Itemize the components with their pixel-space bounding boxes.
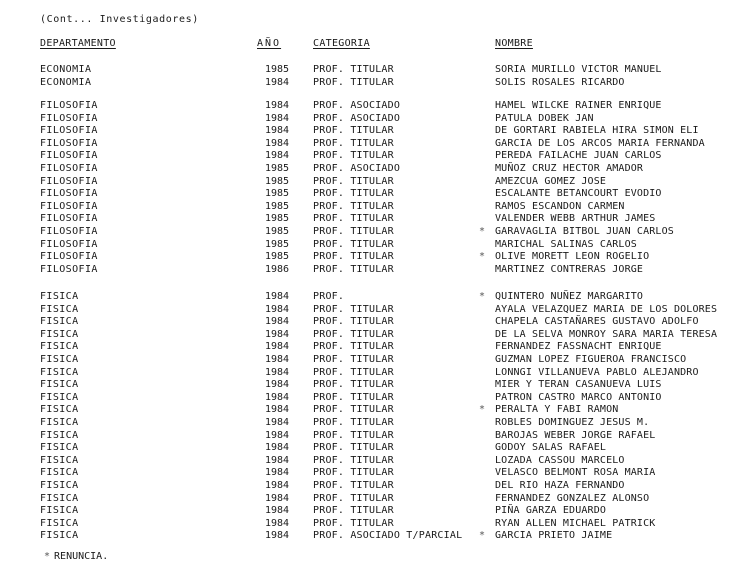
cell-anio: 1984	[265, 517, 290, 529]
footnote-text: RENUNCIA.	[54, 551, 109, 562]
table-row	[0, 201, 748, 213]
table-row	[0, 64, 748, 76]
cell-anio: 1984	[265, 125, 290, 137]
cell-departamento: FISICA	[40, 316, 79, 328]
cell-categoria: PROF. ASOCIADO	[313, 100, 401, 111]
cell-anio: 1984	[265, 303, 290, 315]
cell-nombre: DE LA SELVA MONROY SARA MARIA TERESA	[495, 328, 718, 340]
table-row	[0, 251, 748, 263]
cell-anio: 1984	[265, 112, 290, 124]
cell-anio: 1984	[265, 379, 290, 391]
cell-departamento: FISICA	[40, 341, 79, 353]
table-row	[0, 354, 748, 366]
cell-departamento: FISICA	[40, 379, 79, 391]
cell-departamento: FISICA	[40, 391, 79, 403]
cell-anio: 1984	[265, 505, 290, 517]
table-row	[0, 404, 748, 416]
table-row	[0, 77, 748, 89]
table-row	[0, 316, 748, 328]
cell-departamento: FILOSOFIA	[40, 263, 98, 275]
cell-nombre: BAROJAS WEBER JORGE RAFAEL	[495, 429, 656, 441]
cell-departamento: FISICA	[40, 366, 79, 378]
cell-categoria: PROF. TITULAR	[313, 263, 394, 275]
table-row	[0, 291, 748, 303]
table-row	[0, 176, 748, 188]
cell-categoria: PROF. TITULAR	[313, 517, 394, 529]
cell-anio: 1984	[265, 291, 290, 302]
table-row	[0, 163, 748, 175]
cell-nombre: MARTINEZ CONTRERAS JORGE	[495, 263, 644, 275]
cell-departamento: FISICA	[40, 492, 79, 504]
cell-nombre: GARCIA PRIETO JAIME	[495, 530, 613, 542]
table-row	[0, 467, 748, 479]
table-row	[0, 367, 748, 379]
cell-categoria: PROF. ASOCIADO	[313, 163, 401, 174]
cell-categoria: PROF. TITULAR	[313, 200, 394, 212]
cell-nombre: OLIVE MORETT LEON ROGELIO	[495, 251, 650, 263]
page-heading: (Cont... Investigadores)	[40, 14, 199, 25]
cell-departamento: FISICA	[40, 404, 79, 416]
footnote-mark: *	[44, 551, 51, 562]
table-row	[0, 505, 748, 517]
table-row	[0, 213, 748, 225]
table-row	[0, 329, 748, 341]
cell-renuncia-mark: *	[479, 404, 486, 416]
cell-departamento: FISICA	[40, 454, 79, 466]
cell-departamento: FISICA	[40, 429, 79, 441]
table-row	[0, 379, 748, 391]
cell-categoria: PROF. TITULAR	[313, 213, 394, 225]
cell-anio: 1986	[265, 263, 290, 275]
cell-anio: 1984	[265, 137, 290, 149]
cell-departamento: FISICA	[40, 467, 79, 479]
cell-departamento: FISICA	[40, 417, 79, 428]
cell-categoria: PROF. TITULAR	[313, 150, 394, 162]
cell-nombre: ESCALANTE BETANCOURT EVODIO	[495, 188, 662, 200]
cell-anio: 1985	[265, 64, 290, 75]
cell-categoria: PROF. TITULAR	[313, 454, 394, 466]
cell-categoria: PROF. TITULAR	[313, 251, 394, 263]
cell-anio: 1984	[265, 150, 290, 162]
cell-nombre: PATRON CASTRO MARCO ANTONIO	[495, 391, 662, 403]
cell-categoria: PROF. TITULAR	[313, 64, 394, 75]
table-row	[0, 226, 748, 238]
cell-categoria: PROF. TITULAR	[313, 76, 394, 88]
cell-anio: 1984	[265, 391, 290, 403]
cell-anio: 1984	[265, 316, 290, 328]
cell-nombre: VALENDER WEBB ARTHUR JAMES	[495, 213, 656, 225]
table-row	[0, 239, 748, 251]
cell-anio: 1984	[265, 404, 290, 416]
cell-nombre: PIÑA GARZA EDUARDO	[495, 505, 607, 517]
table-row	[0, 530, 748, 542]
cell-anio: 1984	[265, 100, 290, 111]
cell-nombre: MIER Y TERAN CASANUEVA LUIS	[495, 379, 662, 391]
column-header-departamento: DEPARTAMENTO	[40, 38, 116, 49]
cell-anio: 1984	[265, 366, 290, 378]
cell-categoria: PROF. TITULAR	[313, 391, 394, 403]
cell-renuncia-mark: *	[479, 291, 486, 302]
cell-departamento: FILOSOFIA	[40, 175, 98, 187]
cell-nombre: VELASCO BELMONT ROSA MARIA	[495, 467, 656, 479]
cell-nombre: PATULA DOBEK JAN	[495, 112, 594, 124]
cell-categoria: PROF. TITULAR	[313, 341, 394, 353]
cell-departamento: FISICA	[40, 328, 79, 340]
cell-nombre: LONNGI VILLANUEVA PABLO ALEJANDRO	[495, 366, 699, 378]
cell-departamento: FILOSOFIA	[40, 150, 98, 162]
cell-departamento: ECONOMIA	[40, 76, 92, 88]
cell-categoria: PROF. TITULAR	[313, 417, 394, 428]
cell-departamento: FISICA	[40, 303, 79, 315]
cell-categoria: PROF. TITULAR	[313, 366, 394, 378]
cell-categoria: PROF. TITULAR	[313, 379, 394, 391]
cell-categoria: PROF. TITULAR	[313, 316, 394, 328]
cell-anio: 1984	[265, 354, 290, 365]
cell-nombre: ROBLES DOMINGUEZ JESUS M.	[495, 417, 650, 428]
cell-departamento: FISICA	[40, 354, 79, 365]
cell-nombre: RYAN ALLEN MICHAEL PATRICK	[495, 517, 656, 529]
cell-categoria: PROF.	[313, 291, 345, 302]
cell-nombre: PEREDA FAILACHE JUAN CARLOS	[495, 150, 662, 162]
cell-nombre: HAMEL WILCKE RAINER ENRIQUE	[495, 100, 662, 111]
cell-departamento: FILOSOFIA	[40, 226, 98, 237]
cell-anio: 1984	[265, 530, 290, 542]
cell-renuncia-mark: *	[479, 251, 486, 263]
cell-departamento: FISICA	[40, 480, 79, 491]
cell-categoria: PROF. TITULAR	[313, 442, 394, 454]
cell-nombre: QUINTERO NUÑEZ MARGARITO	[495, 291, 644, 302]
cell-categoria: PROF. TITULAR	[313, 492, 394, 504]
cell-renuncia-mark: *	[479, 530, 486, 542]
cell-anio: 1985	[265, 251, 290, 263]
cell-departamento: ECONOMIA	[40, 64, 92, 75]
cell-departamento: FILOSOFIA	[40, 238, 98, 250]
cell-nombre: GARCIA DE LOS ARCOS MARIA FERNANDA	[495, 137, 705, 149]
cell-anio: 1985	[265, 238, 290, 250]
table-row	[0, 430, 748, 442]
table-row	[0, 442, 748, 454]
cell-departamento: FISICA	[40, 291, 79, 302]
cell-departamento: FILOSOFIA	[40, 163, 98, 174]
cell-anio: 1984	[265, 480, 290, 491]
cell-anio: 1984	[265, 467, 290, 479]
cell-categoria: PROF. TITULAR	[313, 480, 394, 491]
cell-nombre: AYALA VELAZQUEZ MARIA DE LOS DOLORES	[495, 303, 718, 315]
table-row	[0, 100, 748, 112]
cell-departamento: FISICA	[40, 442, 79, 454]
cell-categoria: PROF. ASOCIADO T/PARCIAL	[313, 530, 463, 542]
cell-anio: 1985	[265, 188, 290, 200]
cell-nombre: PERALTA Y FABI RAMON	[495, 404, 619, 416]
cell-nombre: SOLIS ROSALES RICARDO	[495, 76, 625, 88]
cell-nombre: SORIA MURILLO VICTOR MANUEL	[495, 64, 662, 75]
cell-departamento: FILOSOFIA	[40, 251, 98, 263]
cell-anio: 1984	[265, 76, 290, 88]
cell-departamento: FILOSOFIA	[40, 112, 98, 124]
cell-departamento: FILOSOFIA	[40, 188, 98, 200]
cell-anio: 1985	[265, 213, 290, 225]
table-row	[0, 392, 748, 404]
cell-nombre: GUZMAN LOPEZ FIGUEROA FRANCISCO	[495, 354, 687, 365]
cell-nombre: DEL RIO HAZA FERNANDO	[495, 480, 625, 491]
cell-anio: 1985	[265, 200, 290, 212]
cell-categoria: PROF. TITULAR	[313, 125, 394, 137]
cell-categoria: PROF. TITULAR	[313, 303, 394, 315]
cell-departamento: FILOSOFIA	[40, 200, 98, 212]
cell-anio: 1984	[265, 442, 290, 454]
cell-categoria: PROF. TITULAR	[313, 188, 394, 200]
cell-categoria: PROF. TITULAR	[313, 238, 394, 250]
cell-nombre: GARAVAGLIA BITBOL JUAN CARLOS	[495, 226, 674, 237]
cell-nombre: FERNANDEZ FASSNACHT ENRIQUE	[495, 341, 662, 353]
cell-categoria: PROF. TITULAR	[313, 505, 394, 517]
cell-departamento: FISICA	[40, 505, 79, 517]
cell-anio: 1984	[265, 341, 290, 353]
cell-categoria: PROF. TITULAR	[313, 175, 394, 187]
cell-anio: 1985	[265, 226, 290, 237]
cell-anio: 1985	[265, 175, 290, 187]
column-header-nombre: NOMBRE	[495, 38, 533, 49]
table-row	[0, 113, 748, 125]
cell-categoria: PROF. TITULAR	[313, 328, 394, 340]
table-row	[0, 264, 748, 276]
cell-categoria: PROF. TITULAR	[313, 429, 394, 441]
cell-nombre: AMEZCUA GOMEZ JOSE	[495, 175, 607, 187]
cell-nombre: CHAPELA CASTAÑARES GUSTAVO ADOLFO	[495, 316, 699, 328]
column-header-categoria: CATEGORIA	[313, 38, 370, 49]
cell-categoria: PROF. TITULAR	[313, 467, 394, 479]
cell-categoria: PROF. TITULAR	[313, 137, 394, 149]
cell-nombre: MUÑOZ CRUZ HECTOR AMADOR	[495, 163, 644, 174]
cell-nombre: GODOY SALAS RAFAEL	[495, 442, 607, 454]
cell-nombre: MARICHAL SALINAS CARLOS	[495, 238, 637, 250]
table-row	[0, 480, 748, 492]
table-row	[0, 518, 748, 530]
table-row	[0, 493, 748, 505]
cell-nombre: LOZADA CASSOU MARCELO	[495, 454, 625, 466]
cell-departamento: FISICA	[40, 530, 79, 542]
table-row	[0, 341, 748, 353]
cell-departamento: FILOSOFIA	[40, 137, 98, 149]
cell-anio: 1984	[265, 417, 290, 428]
table-row	[0, 304, 748, 316]
cell-categoria: PROF. TITULAR	[313, 404, 394, 416]
cell-anio: 1984	[265, 429, 290, 441]
cell-departamento: FISICA	[40, 517, 79, 529]
cell-categoria: PROF. TITULAR	[313, 226, 394, 237]
cell-nombre: FERNANDEZ GONZALEZ ALONSO	[495, 492, 650, 504]
table-row	[0, 417, 748, 429]
cell-anio: 1984	[265, 492, 290, 504]
column-header-anio: AÑO	[257, 38, 282, 49]
table-row	[0, 138, 748, 150]
table-row	[0, 150, 748, 162]
cell-anio: 1985	[265, 163, 290, 174]
cell-departamento: FILOSOFIA	[40, 100, 98, 111]
cell-anio: 1984	[265, 328, 290, 340]
footnote	[44, 551, 108, 562]
cell-anio: 1984	[265, 454, 290, 466]
cell-categoria: PROF. ASOCIADO	[313, 112, 401, 124]
table-row	[0, 455, 748, 467]
cell-departamento: FILOSOFIA	[40, 213, 98, 225]
cell-nombre: DE GORTARI RABIELA HIRA SIMON ELI	[495, 125, 699, 137]
cell-renuncia-mark: *	[479, 226, 486, 237]
cell-categoria: PROF. TITULAR	[313, 354, 394, 365]
cell-departamento: FILOSOFIA	[40, 125, 98, 137]
table-row	[0, 188, 748, 200]
cell-nombre: RAMOS ESCANDON CARMEN	[495, 200, 625, 212]
table-row	[0, 125, 748, 137]
